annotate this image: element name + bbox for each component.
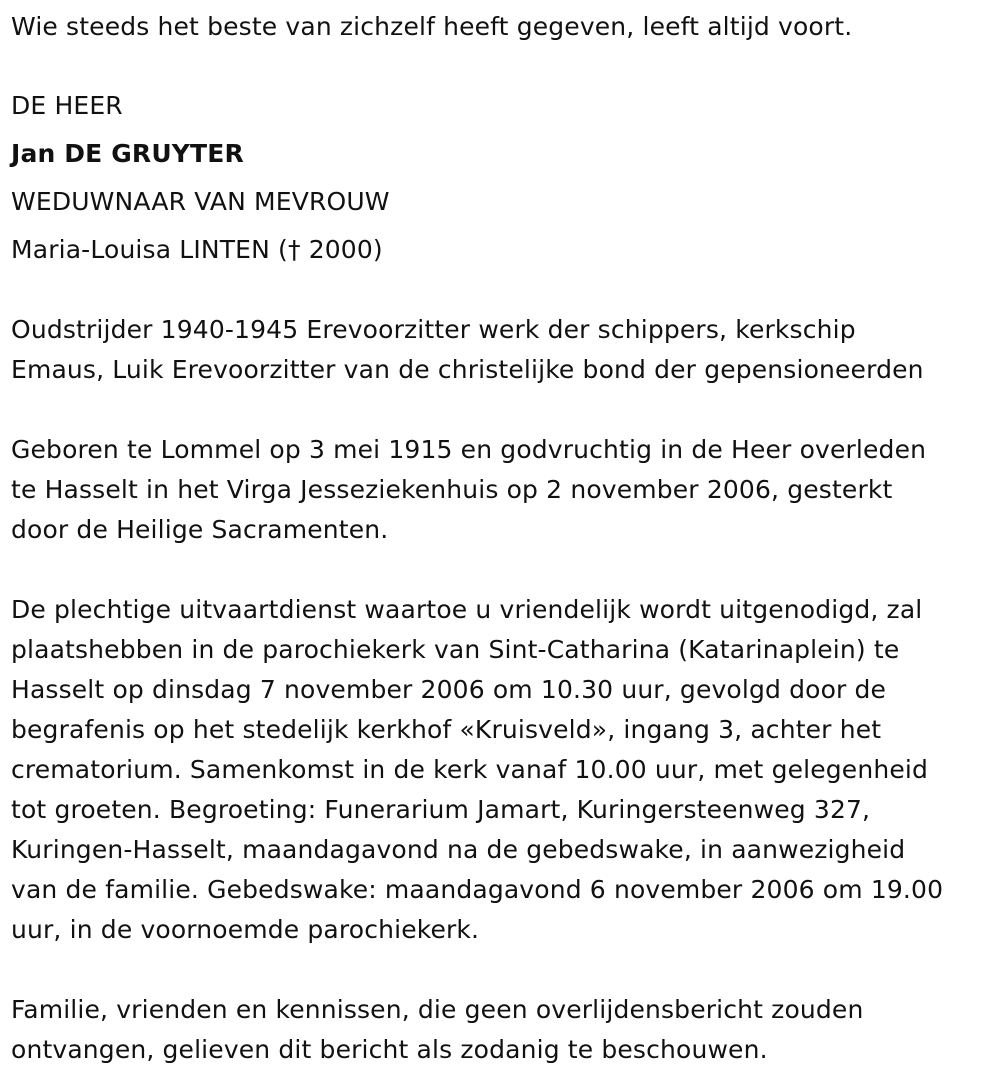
title-prefix: DE HEER — [11, 91, 123, 120]
relation-line: WEDUWNAAR VAN MEVROUW — [11, 187, 390, 216]
funeral-line: Hasselt op dinsdag 7 november 2006 om 10.30 uur, gevolgd door de — [11, 675, 887, 704]
deceased-name: Jan DE GRUYTER — [11, 139, 244, 168]
closing-line: ontvangen, gelieven dit bericht als zodanig te beschouwen. — [11, 1035, 768, 1064]
closing-line: Familie, vrienden en kennissen, die geen overlijdensbericht zouden — [11, 995, 864, 1024]
funeral-line: plaatshebben in de parochiekerk van Sint-Catharina (Katarinaplein) te — [11, 635, 900, 664]
funeral-line: Kuringen-Hasselt, maandagavond na de gebedswake, in aanwezigheid — [11, 835, 906, 864]
funeral-line: uur, in de voornoemde parochiekerk. — [11, 915, 480, 944]
spouse-line: Maria-Louisa LINTEN († 2000) — [11, 235, 383, 264]
birth-death-line: door de Heilige Sacramenten. — [11, 515, 389, 544]
titles-line: Oudstrijder 1940-1945 Erevoorzitter werk der schippers, kerkschip — [11, 315, 856, 344]
funeral-line: crematorium. Samenkomst in de kerk vanaf 10.00 uur, met gelegenheid — [11, 755, 928, 784]
titles-line: Emaus, Luik Erevoorzitter van de christelijke bond der gepensioneerden — [11, 355, 924, 384]
funeral-line: tot groeten. Begroeting: Funerarium Jamart, Kuringersteenweg 327, — [11, 795, 871, 824]
funeral-line: van de familie. Gebedswake: maandagavond 6 november 2006 om 19.00 — [11, 875, 944, 904]
funeral-line: begrafenis op het stedelijk kerkhof «Kruisveld», ingang 3, achter het — [11, 715, 882, 744]
birth-death-line: Geboren te Lommel op 3 mei 1915 en godvruchtig in de Heer overleden — [11, 435, 927, 464]
motto: Wie steeds het beste van zichzelf heeft gegeven, leeft altijd voort. — [11, 12, 853, 41]
funeral-line: De plechtige uitvaartdienst waartoe u vriendelijk wordt uitgenodigd, zal — [11, 595, 923, 624]
birth-death-line: te Hasselt in het Virga Jesseziekenhuis op 2 november 2006, gesterkt — [11, 475, 893, 504]
